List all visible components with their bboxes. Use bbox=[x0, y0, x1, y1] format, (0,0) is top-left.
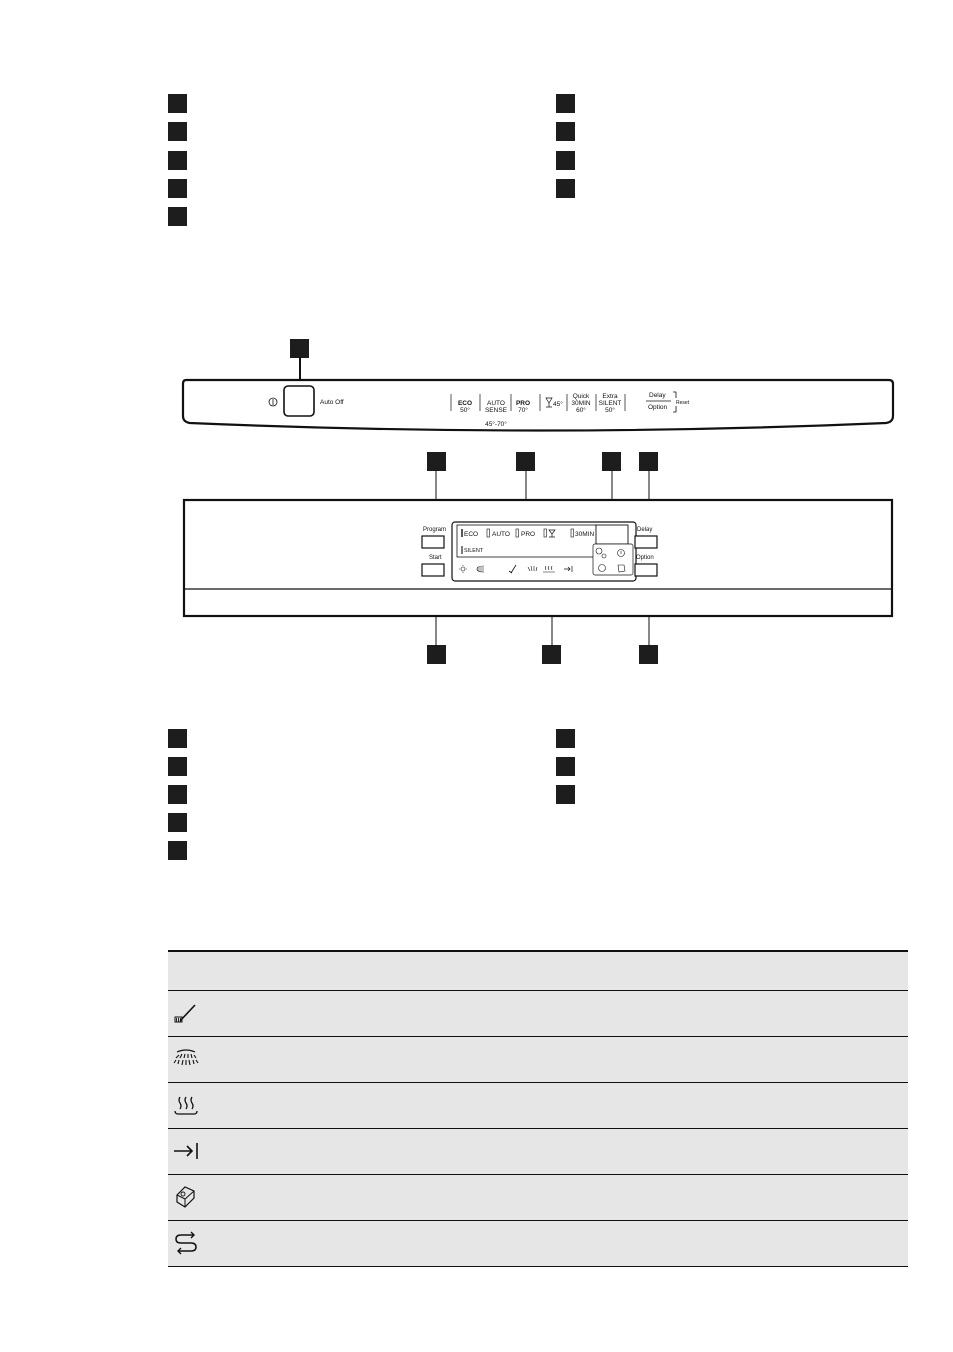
table-row bbox=[168, 1175, 908, 1221]
table-row bbox=[168, 1037, 908, 1083]
legend-square bbox=[168, 813, 187, 832]
callout-square bbox=[290, 339, 309, 358]
legend-square bbox=[556, 785, 575, 804]
symbols-table bbox=[168, 950, 908, 1267]
start-button-label: Start bbox=[429, 555, 442, 561]
option-button-label: Option bbox=[636, 555, 654, 561]
segment-pro: PRO bbox=[521, 531, 536, 538]
spray-icon bbox=[172, 1045, 200, 1073]
program-name: AUTO SENSE bbox=[484, 400, 508, 414]
legend-square bbox=[556, 122, 575, 141]
arrow-end-icon bbox=[172, 1137, 200, 1165]
auto-off-label: Auto Off bbox=[320, 399, 344, 406]
segment-auto: AUTO bbox=[492, 531, 510, 538]
program-temp: 50° bbox=[605, 407, 615, 414]
brush-icon bbox=[172, 999, 200, 1027]
segment-eco: ECO bbox=[464, 531, 479, 538]
program-name: Quick 30MIN bbox=[571, 393, 591, 407]
tablet-icon bbox=[172, 1183, 200, 1211]
control-panel-top bbox=[180, 376, 896, 438]
legend-square bbox=[168, 151, 187, 170]
legend-square bbox=[168, 785, 187, 804]
program-extra-silent bbox=[596, 393, 624, 414]
program-eco bbox=[453, 400, 477, 414]
reset-label: Reset bbox=[676, 400, 690, 406]
program-pro bbox=[512, 400, 534, 414]
option-label: Option bbox=[648, 404, 668, 411]
legend-square bbox=[168, 841, 187, 860]
program-button-label: Program bbox=[423, 527, 447, 533]
table-row bbox=[168, 991, 908, 1037]
delay-label: Delay bbox=[649, 392, 666, 399]
program-temp: 70° bbox=[518, 407, 528, 414]
program-quick bbox=[567, 393, 595, 414]
program-name: PRO bbox=[515, 400, 531, 407]
heat-icon bbox=[172, 1091, 200, 1119]
legend-square bbox=[168, 179, 187, 198]
program-name: 45° bbox=[553, 401, 563, 408]
program-temp: 60° bbox=[576, 407, 586, 414]
table-row bbox=[168, 1083, 908, 1129]
table-row bbox=[168, 1221, 908, 1267]
segment-silent: SILENT bbox=[464, 548, 484, 554]
legend-square bbox=[556, 94, 575, 113]
legend-square bbox=[556, 757, 575, 776]
control-panel-display bbox=[180, 465, 896, 655]
segment-30min: 30MIN bbox=[575, 531, 595, 538]
legend-square bbox=[556, 151, 575, 170]
legend-square bbox=[168, 122, 187, 141]
legend-square bbox=[168, 94, 187, 113]
program-name: Extra SILENT bbox=[598, 393, 622, 407]
cycle-icon bbox=[172, 1229, 200, 1257]
legend-square bbox=[556, 729, 575, 748]
legend-square bbox=[168, 207, 187, 226]
legend-square bbox=[556, 179, 575, 198]
program-glass bbox=[553, 401, 563, 408]
legend-square bbox=[168, 729, 187, 748]
table-row bbox=[168, 1129, 908, 1175]
program-auto-sense bbox=[481, 393, 511, 435]
legend-square bbox=[168, 757, 187, 776]
delay-button-label: Delay bbox=[637, 527, 653, 533]
table-header bbox=[168, 950, 908, 991]
program-name: ECO bbox=[457, 400, 473, 407]
program-temp: 50° bbox=[460, 407, 470, 414]
program-temp: 45°-70° bbox=[485, 421, 507, 428]
